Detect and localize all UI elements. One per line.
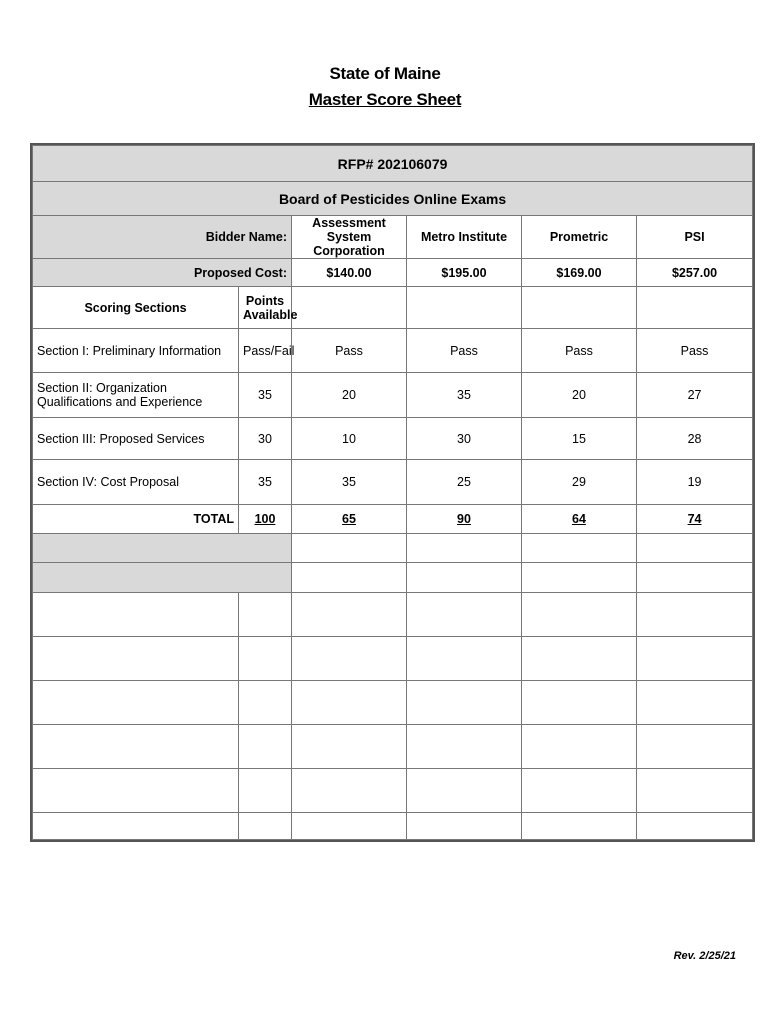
section-name: Section I: Preliminary Information <box>33 329 239 373</box>
column-header-row <box>33 287 753 329</box>
blank-row <box>33 813 753 840</box>
total-score: 90 <box>407 505 522 534</box>
cost-row <box>33 259 753 287</box>
blank-row <box>33 637 753 681</box>
rfp-row <box>33 146 753 182</box>
proposed-cost: $169.00 <box>522 259 637 287</box>
bidder-name: Assessment System Corporation <box>292 216 407 259</box>
cost-label: Proposed Cost: <box>33 259 292 287</box>
scoring-sections-header: Scoring Sections <box>33 287 239 329</box>
proposed-cost: $257.00 <box>637 259 753 287</box>
proposed-cost: $195.00 <box>407 259 522 287</box>
blank-shaded-row <box>33 563 753 593</box>
blank-row <box>33 725 753 769</box>
table-row <box>33 373 753 418</box>
table-row <box>33 418 753 460</box>
score-cell: 30 <box>407 418 522 460</box>
score-table <box>32 145 753 840</box>
section-name: Section II: Organization Qualifications and Experience <box>33 373 239 418</box>
score-cell: 20 <box>522 373 637 418</box>
blank-row <box>33 593 753 637</box>
score-cell: 15 <box>522 418 637 460</box>
section-name: Section IV: Cost Proposal <box>33 460 239 505</box>
score-cell: Pass <box>637 329 753 373</box>
score-cell: Pass <box>292 329 407 373</box>
score-cell: 35 <box>292 460 407 505</box>
score-cell: 28 <box>637 418 753 460</box>
score-cell: Pass <box>407 329 522 373</box>
bidder-name: Prometric <box>522 216 637 259</box>
total-row <box>33 505 753 534</box>
score-cell: 19 <box>637 460 753 505</box>
section-points: Pass/Fail <box>239 329 292 373</box>
score-cell: Pass <box>522 329 637 373</box>
sheet-title: Master Score Sheet <box>308 90 462 109</box>
score-cell: 29 <box>522 460 637 505</box>
blank-row <box>33 681 753 725</box>
total-score: 74 <box>637 505 753 534</box>
score-cell: 27 <box>637 373 753 418</box>
total-label: TOTAL <box>33 505 239 534</box>
table-row <box>33 329 753 373</box>
table-row <box>33 460 753 505</box>
section-name: Section III: Proposed Services <box>33 418 239 460</box>
score-cell: 25 <box>407 460 522 505</box>
score-cell: 35 <box>407 373 522 418</box>
bidder-label: Bidder Name: <box>33 216 292 259</box>
points-available-header: Points Available <box>239 287 292 329</box>
bidder-row <box>33 216 753 259</box>
section-points: 35 <box>239 460 292 505</box>
bidder-name: PSI <box>637 216 753 259</box>
total-score: 65 <box>292 505 407 534</box>
total-points: 100 <box>239 505 292 534</box>
bidder-name: Metro Institute <box>407 216 522 259</box>
section-points: 30 <box>239 418 292 460</box>
score-cell: 20 <box>292 373 407 418</box>
score-cell: 10 <box>292 418 407 460</box>
section-points: 35 <box>239 373 292 418</box>
project-row <box>33 182 753 216</box>
state-title: State of Maine <box>329 64 441 83</box>
project-name: Board of Pesticides Online Exams <box>33 182 753 216</box>
total-score: 64 <box>522 505 637 534</box>
blank-shaded-row <box>33 534 753 563</box>
blank-row <box>33 769 753 813</box>
rfp-number: RFP# 202106079 <box>33 146 753 182</box>
proposed-cost: $140.00 <box>292 259 407 287</box>
revision-date: Rev. 2/25/21 <box>673 950 736 962</box>
